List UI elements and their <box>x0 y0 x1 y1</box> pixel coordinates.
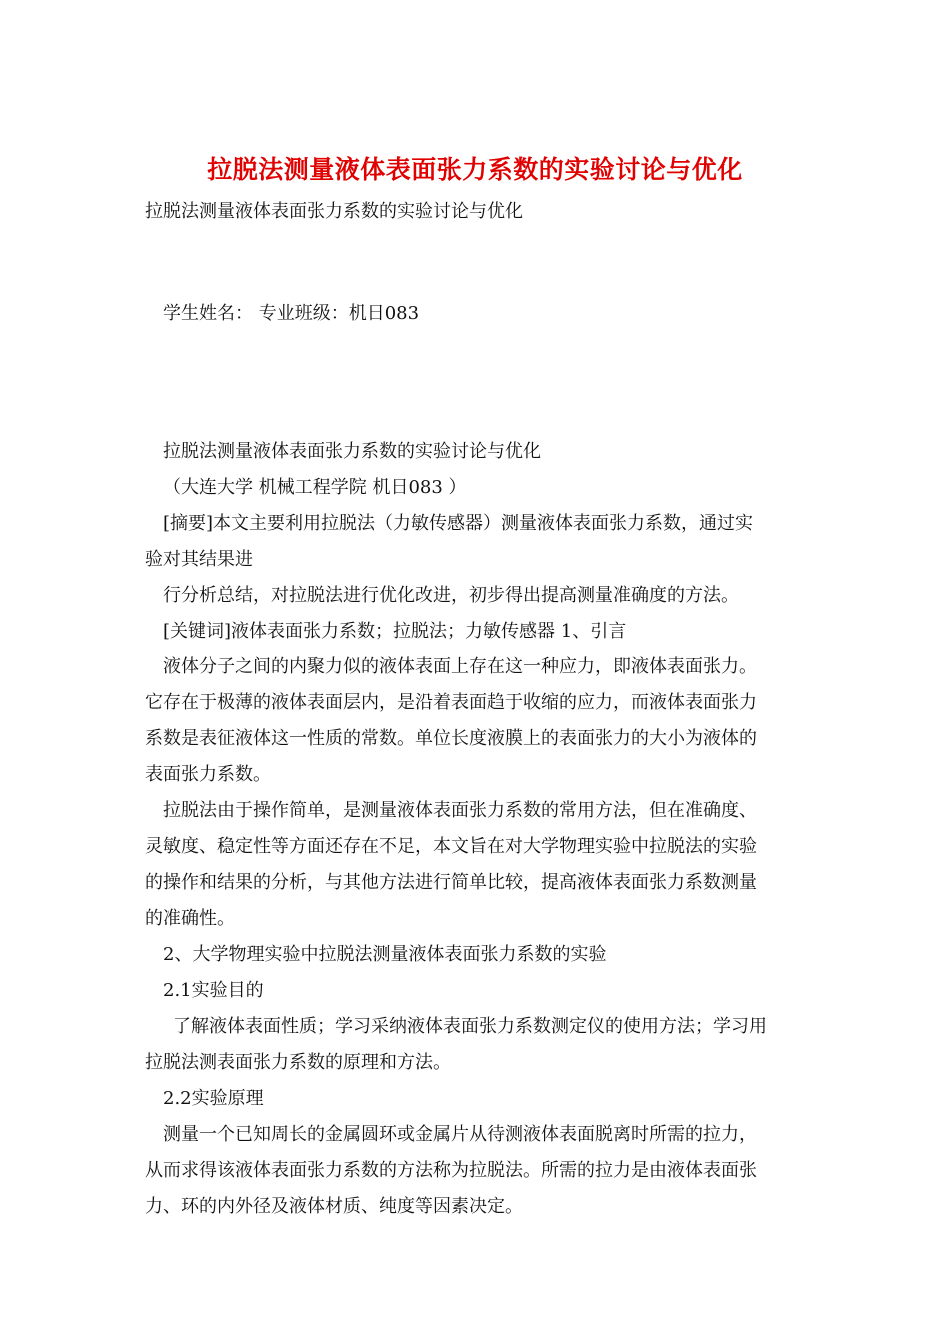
intro-line: 系数是表征液体这一性质的常数。单位长度液膜上的表面张力的大小为液体的 <box>145 728 757 749</box>
abstract-line: [摘要]本文主要利用拉脱法（力敏传感器）测量液体表面张力系数，通过实 <box>163 513 754 534</box>
keywords: [关键词]液体表面张力系数；拉脱法；力敏传感器 1、引言 <box>163 621 627 642</box>
section-heading: 2、大学物理实验中拉脱法测量液体表面张力系数的实验 <box>163 944 607 965</box>
abstract-line: 行分析总结，对拉脱法进行优化改进，初步得出提高测量准确度的方法。 <box>163 585 739 606</box>
intro-line: 灵敏度、稳定性等方面还存在不足，本文旨在对大学物理实验中拉脱法的实验 <box>145 836 757 857</box>
section-heading: 2.2实验原理 <box>163 1088 264 1109</box>
document-title: 拉脱法测量液体表面张力系数的实验讨论与优化 <box>207 155 743 184</box>
abstract-line: 验对其结果进 <box>145 549 253 570</box>
paper-title: 拉脱法测量液体表面张力系数的实验讨论与优化 <box>163 441 541 462</box>
intro-line: 表面张力系数。 <box>145 764 271 785</box>
principle-line: 测量一个已知周长的金属圆环或金属片从待测液体表面脱离时所需的拉力， <box>163 1124 757 1145</box>
section-heading: 2.1实验目的 <box>163 980 264 1001</box>
intro-line: 的准确性。 <box>145 908 235 929</box>
student-info: 学生姓名： 专业班级：机日083 <box>163 303 420 324</box>
intro-line: 的操作和结果的分析，与其他方法进行简单比较，提高液体表面张力系数测量 <box>145 872 757 893</box>
affiliation: （大连大学 机械工程学院 机日083 ） <box>163 477 467 498</box>
principle-line: 从而求得该液体表面张力系数的方法称为拉脱法。所需的拉力是由液体表面张 <box>145 1160 757 1181</box>
intro-line: 拉脱法由于操作简单，是测量液体表面张力系数的常用方法，但在准确度、 <box>163 800 757 821</box>
purpose-line: 了解液体表面性质；学习采纳液体表面张力系数测定仪的使用方法；学习用 <box>173 1016 767 1037</box>
intro-line: 它存在于极薄的液体表面层内，是沿着表面趋于收缩的应力，而液体表面张力 <box>145 692 757 713</box>
principle-line: 力、环的内外径及液体材质、纯度等因素决定。 <box>145 1196 523 1217</box>
document-subtitle: 拉脱法测量液体表面张力系数的实验讨论与优化 <box>145 201 523 222</box>
purpose-line: 拉脱法测表面张力系数的原理和方法。 <box>145 1052 451 1073</box>
intro-line: 液体分子之间的内聚力似的液体表面上存在这一种应力，即液体表面张力。 <box>163 656 757 677</box>
